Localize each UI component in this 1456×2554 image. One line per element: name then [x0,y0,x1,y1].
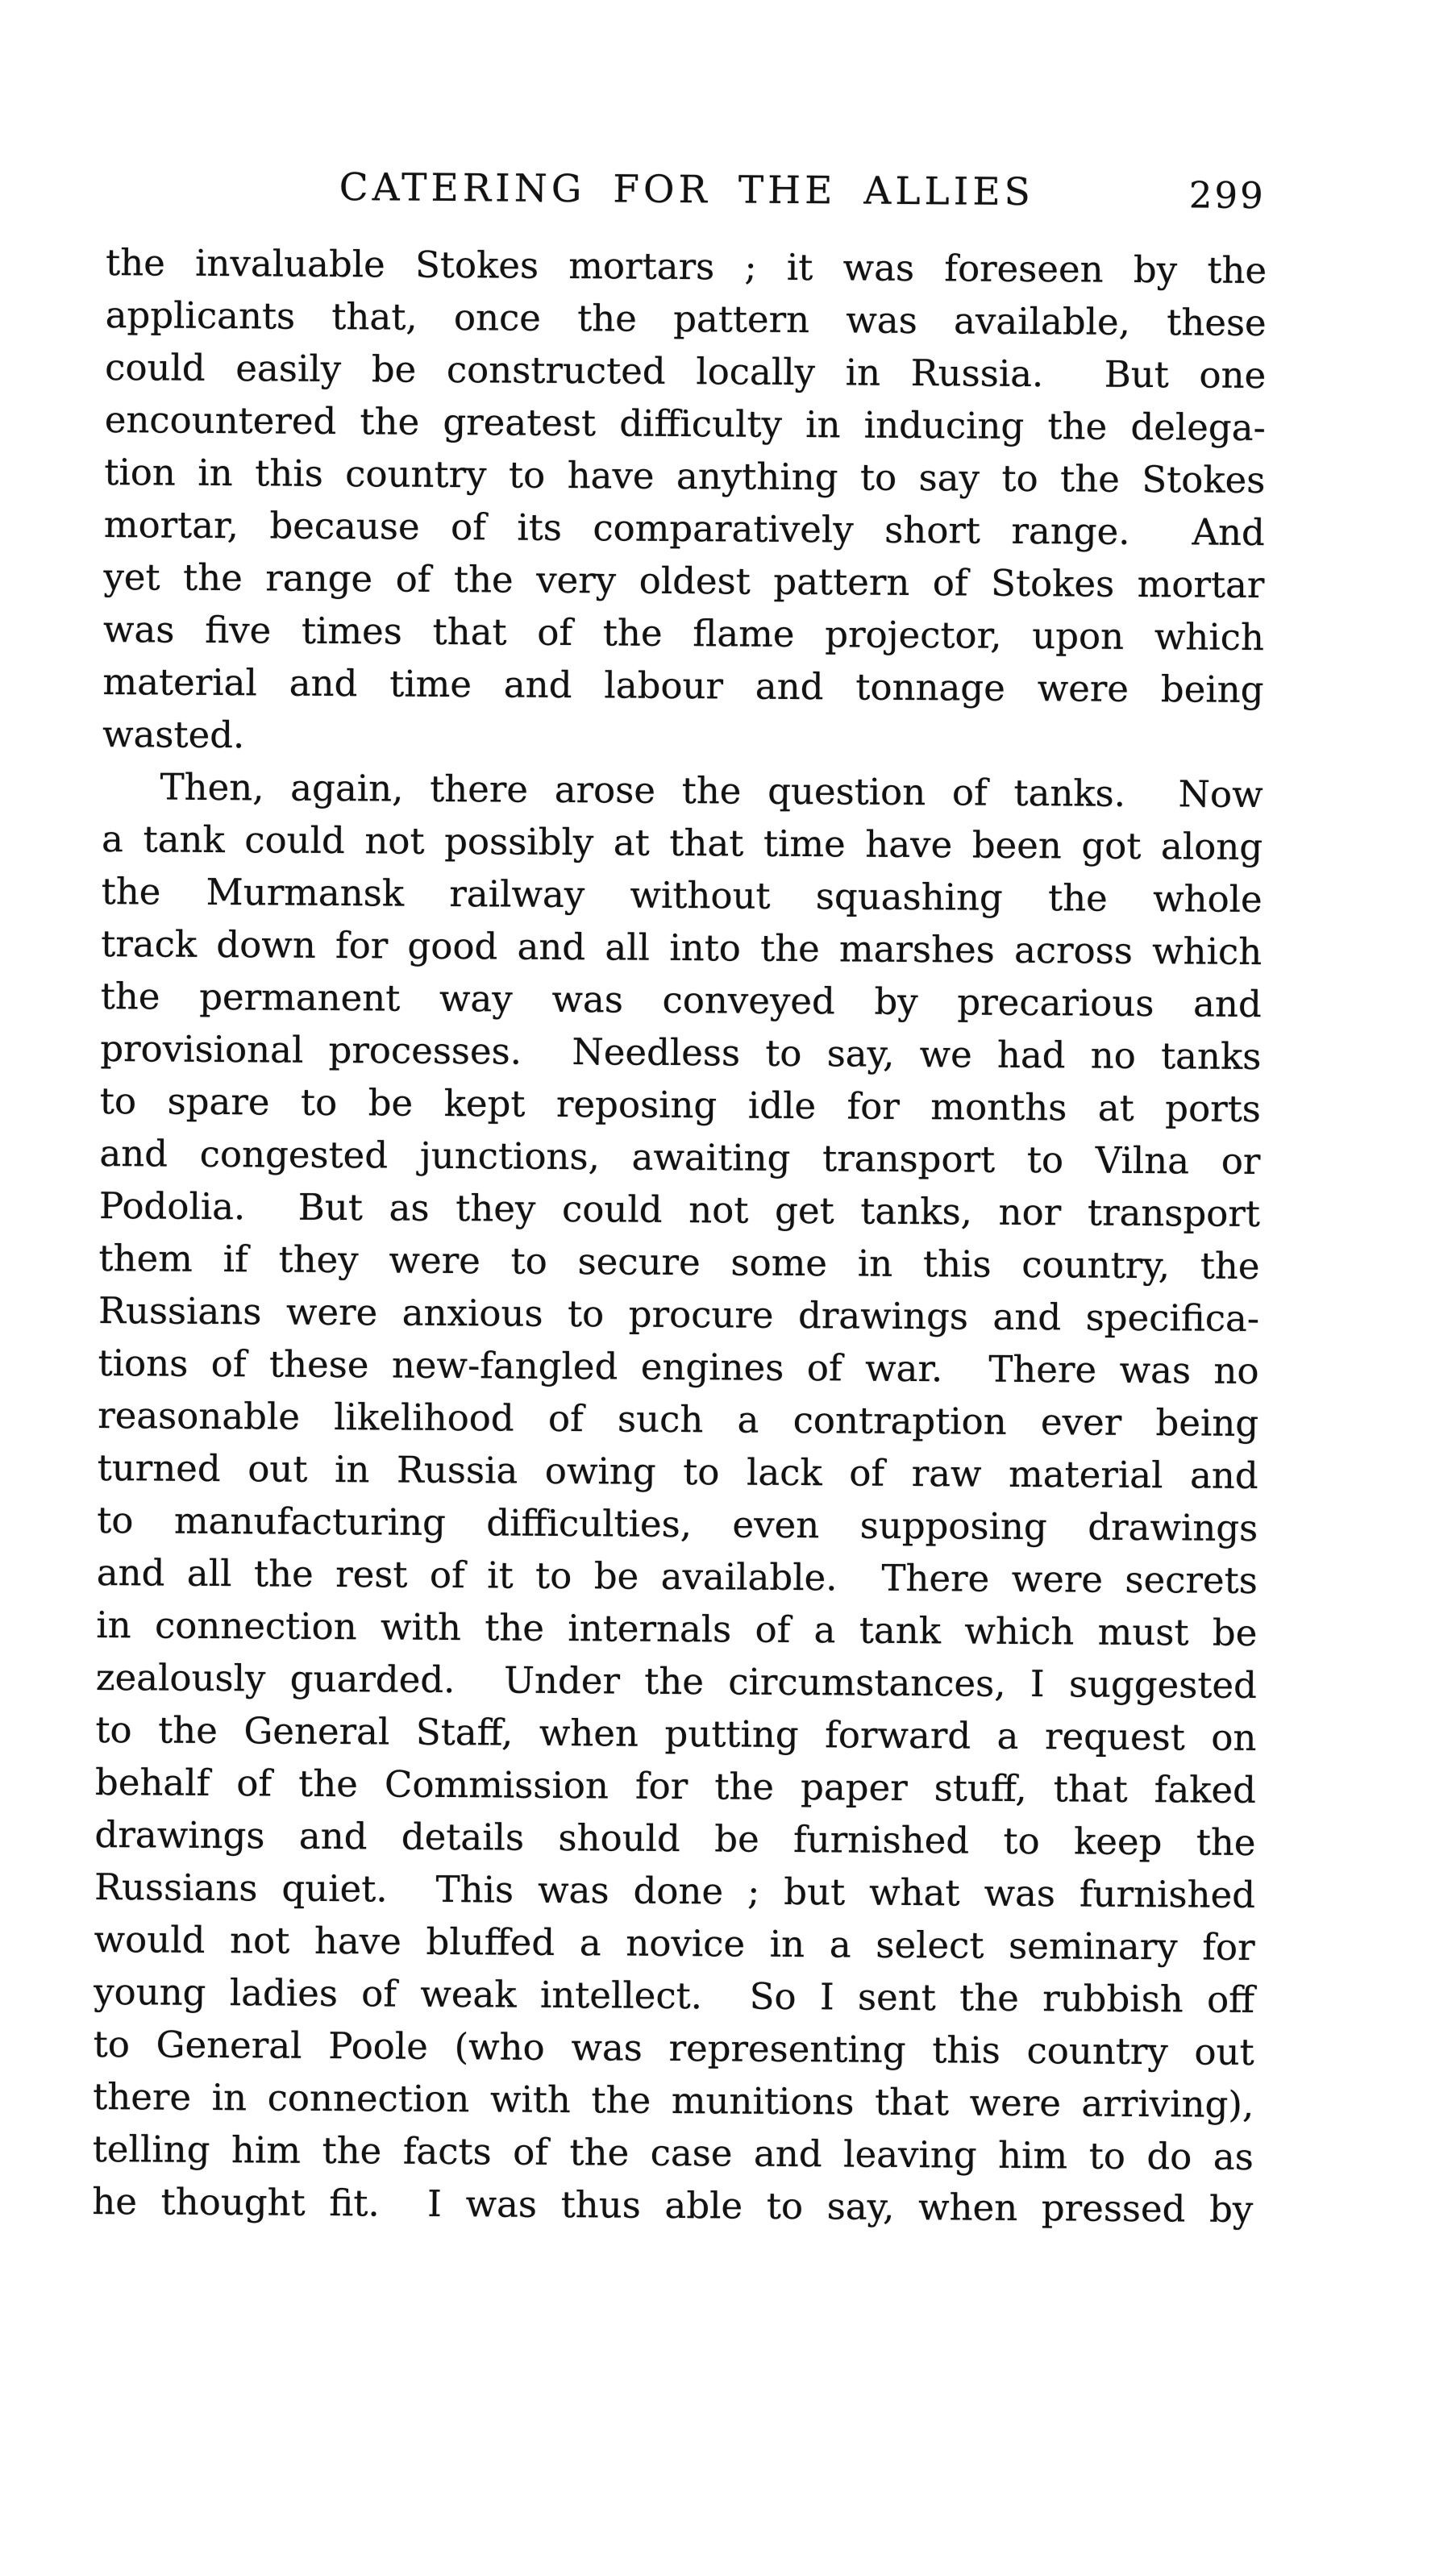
text-line: would not have bluffed a novice in a select seminary for [94,1917,1255,1969]
text-line: Then, again, there arose the question of tanks. Now [160,765,1263,817]
text-line: the permanent way was conveyed by precarious and [100,974,1262,1026]
text-line: behalf of the Commission for the paper stuff, that faked [94,1760,1257,1812]
running-head [106,165,1267,244]
text-line: to manufacturing difficulties, even supposing drawings [97,1498,1258,1550]
text-line: tions of these new-fangled engines of war. There was no [98,1341,1259,1393]
text-line: reasonable likelihood of such a contraption ever being [97,1393,1259,1445]
running-header-title: CATERING FOR THE ALLIES [339,165,1035,215]
text-line: and congested junctions, awaiting transport to Vilna or [99,1131,1261,1183]
text-line: wasted. [102,712,245,757]
text-line: could easily be constructed locally in Russia. But one [105,345,1267,397]
page-number: 299 [1188,173,1266,218]
text-line: and all the rest of it to be available. There were secrets [96,1550,1258,1603]
text-line: applicants that, once the pattern was available, these [105,293,1267,345]
text-line: telling him the facts of the case and leaving him to do as [92,2127,1254,2178]
text-line: he thought fit. I was thus able to say, when pressed by [92,2179,1254,2231]
text-line: a tank could not possibly at that time have been got along [101,817,1263,869]
text-line: provisional processes. Needless to say, we had no tanks [100,1026,1262,1079]
text-line: Podolia. But as they could not get tanks, nor transport [98,1183,1261,1236]
text-line: turned out in Russia owing to lack of raw material and [97,1445,1258,1498]
text-line: drawings and details should be furnished to keep the [94,1812,1256,1865]
text-line: in connection with the internals of a tank which must be [96,1603,1258,1655]
text-line: there in connection with the munitions that were arriving), [93,2074,1254,2126]
text-line: them if they were to secure some in this country, the [98,1236,1260,1288]
text-line: to General Poole (who was representing this country out [93,2022,1254,2074]
text-line: the Murmansk railway without squashing the whole [101,869,1263,921]
text-line: to the General Staff, when putting forward a request on [95,1708,1257,1760]
text-line: material and time and labour and tonnage were being [102,659,1264,712]
text-line: Russians were anxious to procure drawings and specifica- [98,1288,1260,1341]
text-line: tion in this country to have anything to say to the Stokes [104,450,1266,502]
text-line: young ladies of weak intellect. So I sent the rubbish off [93,1970,1255,2021]
text-line: to spare to be kept reposing idle for months at ports [99,1079,1262,1131]
text-line: encountered the greatest difficulty in inducing the delega- [104,397,1266,450]
text-line: zealously guarded. Under the circumstances, I suggested [95,1655,1258,1708]
text-line: Russians quiet. This was done ; but what was furnished [94,1865,1256,1917]
text-line: the invaluable Stokes mortars ; it was foreseen by the [105,240,1267,293]
text-line: was five times that of the flame projector, upon which [102,607,1265,659]
text-line: track down for good and all into the marshes across which [101,921,1263,974]
text-line: yet the range of the very oldest pattern of Stokes mortar [103,555,1265,607]
book-page [92,165,1267,2236]
page-body [92,236,1267,2236]
text-line: mortar, because of its comparatively short range. And [103,502,1266,555]
